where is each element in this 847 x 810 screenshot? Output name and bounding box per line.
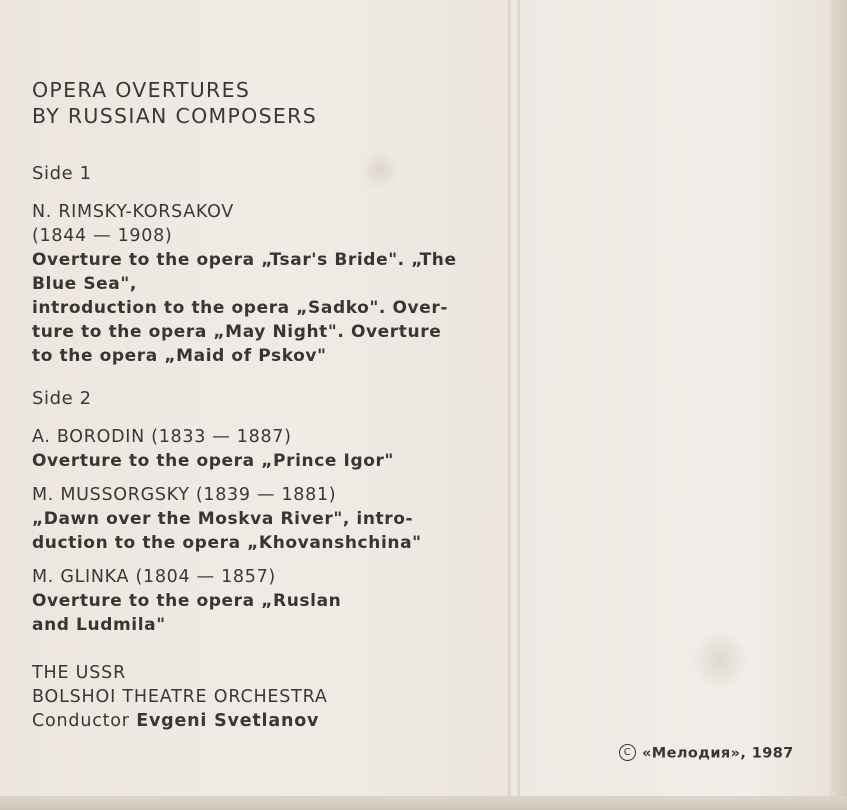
side-1-entry xyxy=(32,200,472,368)
side-2-entry xyxy=(32,483,472,555)
copyright-notice xyxy=(619,745,794,762)
work-line: Overture to the opera „Prince Igor" xyxy=(32,451,394,471)
conductor-label: Conductor xyxy=(32,711,130,731)
performer-line-2: BOLSHOI THEATRE ORCHESTRA xyxy=(32,687,328,707)
composer-years: (1844 — 1908) xyxy=(32,226,173,246)
album-title-line-1: OPERA OVERTURES xyxy=(32,78,251,102)
track-listing xyxy=(32,77,472,733)
work-line: to the opera „Maid of Pskov" xyxy=(32,346,327,366)
side-2-entry xyxy=(32,565,472,637)
side-1-label: Side 1 xyxy=(32,163,92,184)
copyright-text: «Мелодия», 1987 xyxy=(642,745,794,762)
insert-bottom-edge xyxy=(0,796,847,810)
performers-block xyxy=(32,661,472,733)
work-line: ture to the opera „May Night". Overture xyxy=(32,322,442,342)
composer-name: M. GLINKA (1804 — 1857) xyxy=(32,567,276,587)
album-title xyxy=(32,77,472,129)
work-line: and Ludmila" xyxy=(32,615,166,635)
paper-stain xyxy=(690,630,750,690)
performer-line-1: THE USSR xyxy=(32,663,127,683)
work-line: Blue Sea", xyxy=(32,274,137,294)
side-2-label: Side 2 xyxy=(32,388,92,409)
conductor-line xyxy=(32,709,472,733)
album-title-line-2: BY RUSSIAN COMPOSERS xyxy=(32,104,318,128)
conductor-name: Evgeni Svetlanov xyxy=(136,711,320,731)
work-line: Overture to the opera „Tsar's Bride". „The xyxy=(32,250,457,270)
work-line: duction to the opera „Khovanshchina" xyxy=(32,533,422,553)
composer-name: A. BORODIN (1833 — 1887) xyxy=(32,427,292,447)
work-line: introduction to the opera „Sadko". Over- xyxy=(32,298,448,318)
composer-name: M. MUSSORGSKY (1839 — 1881) xyxy=(32,485,337,505)
composer-name: N. RIMSKY-KORSAKOV xyxy=(32,202,234,222)
copyright-icon: C xyxy=(619,744,636,761)
insert-fold-spine xyxy=(508,0,520,810)
insert-right-edge xyxy=(830,0,847,810)
side-2-entry xyxy=(32,425,472,473)
work-line: Overture to the opera „Ruslan xyxy=(32,591,342,611)
work-line: „Dawn over the Moskva River", intro- xyxy=(32,509,414,529)
cassette-insert-back-panel xyxy=(520,0,847,810)
